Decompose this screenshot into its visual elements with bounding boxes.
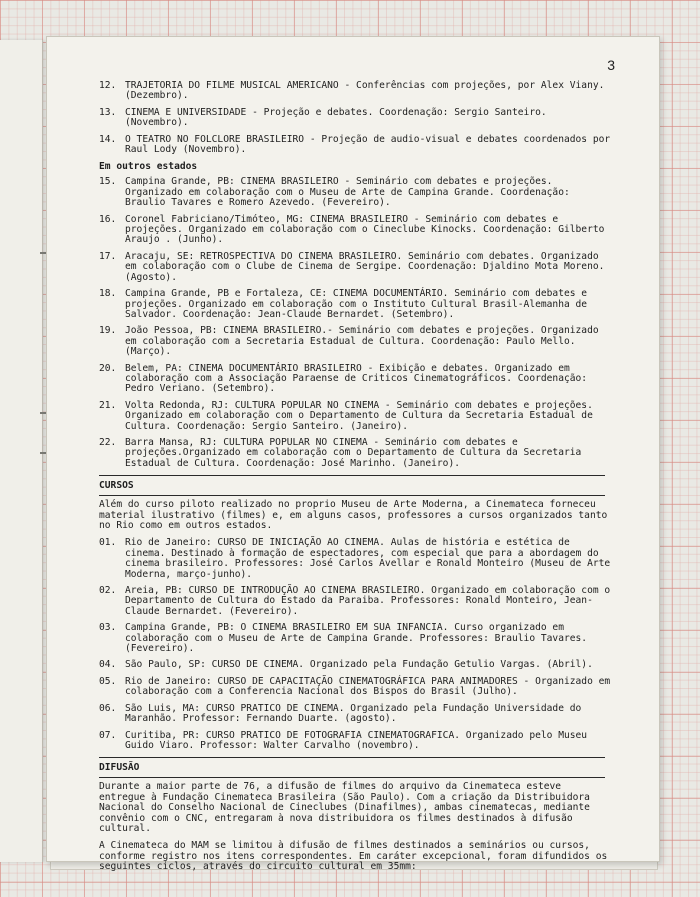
item-text: Aracaju, SE: RETROSPECTIVA DO CINEMA BRASILEIRO. Seminário com debates. Organizado em colaboração com o Clube de Cinema de Sergipe. Coordenação: Djaldino Mota Moreno. (Agosto). [125, 250, 605, 283]
list-item [99, 704, 611, 725]
cursos-intro: Além do curso piloto realizado no proprio Museu de Arte Moderna, a Cinemateca forneceu material ilustrativo (filmes) e, em alguns casos, professores a cursos organizados tanto no Rio como em outros estados. [99, 499, 608, 531]
cursos-list [99, 538, 611, 751]
list-item [99, 289, 611, 320]
list-item [99, 586, 611, 617]
item-number: 07. [99, 729, 117, 741]
list-item [99, 623, 611, 654]
item-number: 15. [99, 176, 117, 188]
item-text: CINEMA E UNIVERSIDADE - Projeção e debates. Coordenação: Sergio Santeiro. (Novembro). [125, 106, 547, 129]
item-text: TRAJETORIA DO FILME MUSICAL AMERICANO - Conferências com projeções, por Alex Viany. (Dezembro). [125, 80, 605, 102]
item-text: São Luis, MA: CURSO PRATICO DE CINEMA. Organizado pela Fundação Universidade do Maranhão. Professor: Fernando Duarte. (agosto). [125, 702, 582, 725]
item-number: 02. [99, 585, 117, 597]
item-text: Campina Grande, PB e Fortaleza, CE: CINEMA DOCUMENTÁRIO. Seminário com debates e projeções. Organizado em colaboração com o Instituto Cultural Brasil-Alemanha de Salvador. Coordenação: Jean-Claude Bernardet. (Setembro). [125, 288, 588, 320]
item-number: 04. [99, 659, 117, 671]
section-divider [99, 757, 605, 758]
page-content [99, 81, 611, 880]
previous-page-edge [0, 40, 43, 862]
item-number: 13. [99, 106, 117, 118]
item-number: 06. [99, 702, 117, 714]
item-text: Rio de Janeiro: CURSO DE CAPACITAÇÃO CINEMATOGRÁFICA PARA ANIMADORES - Organizado em colaboração com a Conferencia Nacional dos Bispos do Brasil (Julho). [125, 675, 611, 698]
list-item [99, 135, 611, 156]
item-number: 16. [99, 213, 117, 225]
section-divider [99, 495, 605, 496]
item-number: 17. [99, 250, 117, 262]
item-number: 14. [99, 133, 117, 145]
list-item [99, 215, 611, 246]
item-text: Curitiba, PR: CURSO PRATICO DE FOTOGRAFIA CINEMATOGRAFICA. Organizado pelo Museu Guido Viaro. Professor: Walter Carvalho (novembro). [125, 729, 588, 751]
difusao-paragraph: Durante a maior parte de 76, a difusão de filmes do arquivo da Cinemateca esteve entregue à Fundação Cinemateca Brasileira (São Paulo). Com a criação da Distribuidora Nacional do Conselho Nacional de Cineclubes (Dinafilmes), ambas cinematecas, mediante convênio com o CNC, entregaram à nova distribuidora os filmes destinados à difusão cultural. [99, 781, 590, 834]
item-text: Belem, PA: CINEMA DOCUMENTÁRIO BRASILEIRO - Exibição e debates. Organizado em colaboração com a Associação Paraense de Criticos Cinematográficos. Coordenação: Pedro Veriano. (Setembro). [125, 362, 588, 395]
list-item [99, 538, 611, 580]
difusao-paragraph: A Cinemateca do MAM se limitou à difusão de filmes destinados a seminários ou cursos, conforme registro nos itens correspondentes. Em caráter excepcional, foram difundidos os seguintes ciclos, através do circuito cultural em 35mm: [99, 840, 608, 873]
item-text: São Paulo, SP: CURSO DE CINEMA. Organizado pela Fundação Getulio Vargas. (Abril). [125, 659, 593, 671]
item-text: Campina Grande, PB: CINEMA BRASILEIRO - Seminário com debates e projeções. Organizado em colaboração com o Museu de Arte de Campina Grande. Coordenação: Braulio Tavares e Romero Azevedo. (Fevereiro). [125, 176, 570, 209]
item-number: 01. [99, 537, 117, 549]
entries-list-estados [99, 177, 611, 469]
item-number: 20. [99, 362, 117, 374]
entries-list [99, 81, 611, 155]
item-number: 18. [99, 288, 117, 300]
list-item [99, 677, 611, 698]
item-text: Barra Mansa, RJ: CULTURA POPULAR NO CINEMA - Seminário com debates e projeções.Organizado em colaboração com o Departamento de Cultura da Secretaria Estadual de Cultura. Coordenação: José Marinho. (Janeiro). [125, 436, 582, 469]
item-text: Campina Grande, PB: O CINEMA BRASILEIRO EM SUA INFANCIA. Curso organizado em colaboração com o Museu de Arte de Campina Grande. Professores: Braulio Tavares. (Fevereiro). [125, 622, 588, 655]
item-number: 21. [99, 399, 117, 411]
item-text: Areia, PB: CURSO DE INTRODUÇÃO AO CINEMA BRASILEIRO. Organizado em colaboração com o Departamento de Cultura do Estado da Paraiba. Professores: Ronald Monteiro, Jean-Claude Bernardet. (Fevereiro). [125, 585, 611, 617]
section-divider [99, 475, 605, 476]
page-number: 3 [607, 57, 615, 73]
item-text: João Pessoa, PB: CINEMA BRASILEIRO.- Seminário com debates e projeções. Organizado em colaboração com a Secretaria Estadual de Cultura. Coordenação: Paulo Mello. (Março). [125, 325, 599, 358]
cursos-title: CURSOS [99, 480, 134, 492]
list-item [99, 438, 611, 469]
list-item [99, 177, 611, 208]
item-text: Volta Redonda, RJ: CULTURA POPULAR NO CINEMA - Seminário com debates e projeções. Organizado em colaboração com o Departamento de Cultura da Secretaria Estadual de Cultura. Coordenação: Sergio Santeiro. (Janeiro). [125, 399, 593, 432]
item-text: O TEATRO NO FOLCLORE BRASILEIRO - Projeção de audio-visual e debates coordenados por Raul Lody (Novembro). [125, 133, 611, 156]
list-item [99, 660, 611, 670]
item-number: 22. [99, 436, 117, 448]
difusao-title: DIFUSÃO [99, 762, 140, 774]
item-number: 05. [99, 675, 117, 687]
item-text: Coronel Fabriciano/Timóteo, MG: CINEMA BRASILEIRO - Seminário com debates e projeções. Organizado em colaboração com o Cineclube Kinocks. Coordenação: Gilberto Araujo . (Junho). [125, 213, 605, 246]
item-number: 19. [99, 325, 117, 337]
item-number: 12. [99, 80, 117, 91]
list-item [99, 401, 611, 432]
list-item [99, 81, 611, 102]
list-item [99, 731, 611, 752]
outros-estados-heading: Em outros estados [99, 161, 198, 173]
document-page [46, 36, 660, 873]
section-divider [99, 777, 605, 778]
list-item [99, 252, 611, 283]
item-number: 03. [99, 622, 117, 634]
list-item [99, 364, 611, 395]
list-item [99, 326, 611, 357]
list-item [99, 108, 611, 129]
item-text: Rio de Janeiro: CURSO DE INICIAÇÃO AO CINEMA. Aulas de história e estética de cinema. Destinado à formação de espectadores, com especial que para a abordagem do cinema brasileiro. Professores: José Carlos Avellar e Ronald Monteiro (Museu de Arte Moderna, março-junho). [125, 537, 611, 580]
